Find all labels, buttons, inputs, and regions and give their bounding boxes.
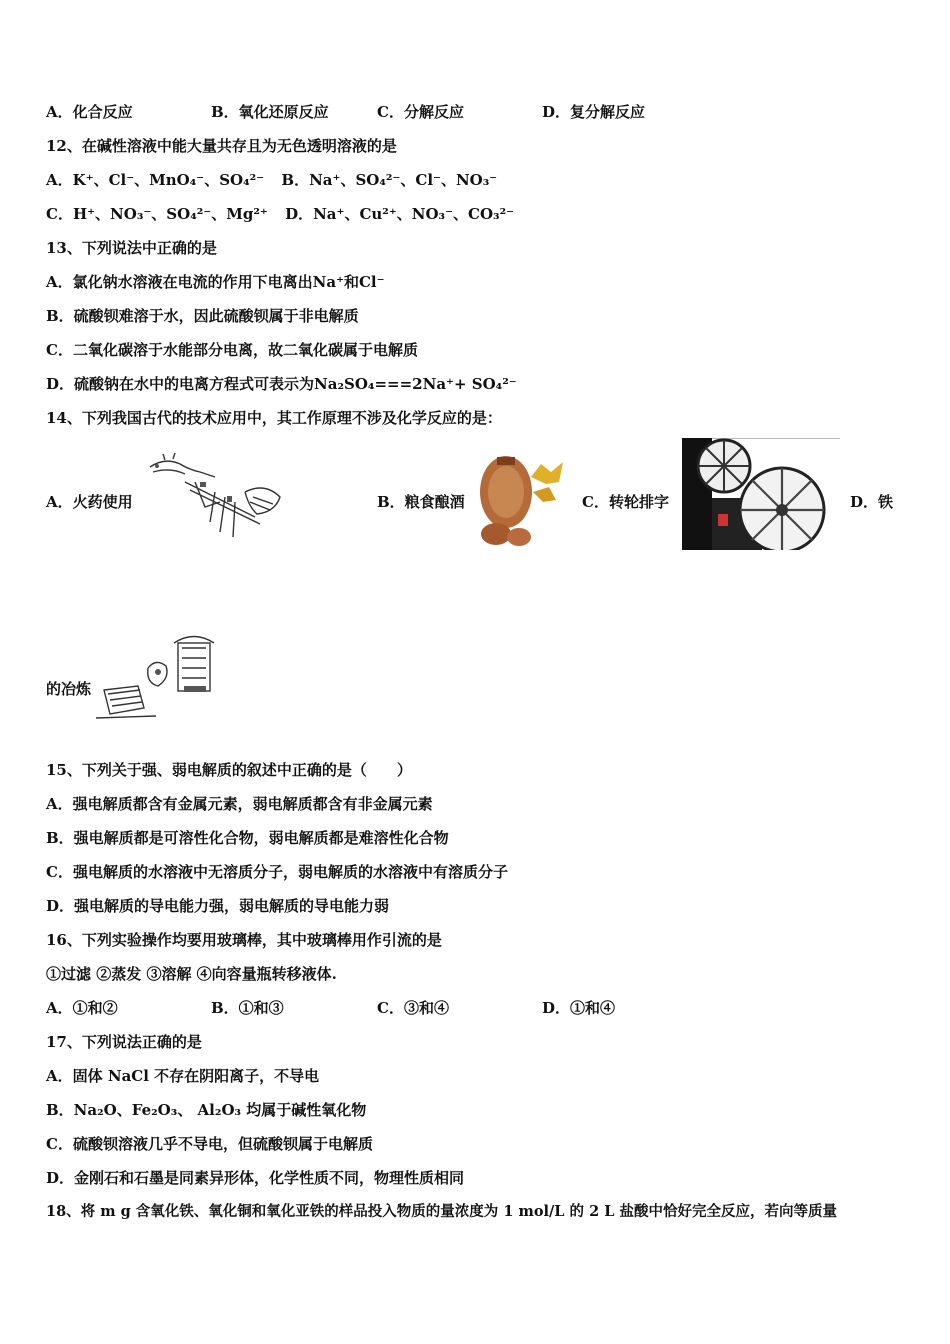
- q13-option-a: A．氯化钠水溶液在电流的作用下电离出Na⁺和Cl⁻: [46, 273, 385, 291]
- q14-option-d-part1: D．铁: [850, 493, 894, 511]
- q12-option-c-label: C．: [46, 205, 73, 223]
- q13-stem: 13、下列说法中正确的是: [46, 239, 217, 257]
- q14-stem: 14、下列我国古代的技术应用中，其工作原理不涉及化学反应的是：: [46, 409, 502, 427]
- q17-stem: 17、下列说法正确的是: [46, 1033, 202, 1051]
- q17-option-c: C．硫酸钡溶液几乎不导电，但硫酸钡属于电解质: [46, 1135, 373, 1153]
- q16-option-d: D．①和④: [542, 999, 616, 1017]
- q14-option-b: B．粮食酿酒: [377, 493, 465, 511]
- q13-option-c: C．二氧化碳溶于水能部分电离，故二氧化碳属于电解质: [46, 341, 418, 359]
- q14-option-c: C．转轮排字: [582, 493, 669, 511]
- q16-option-c: C．③和④: [377, 999, 449, 1017]
- q18-stem: 18、将 m g 含氧化铁、氧化铜和氧化亚铁的样品投入物质的量浓度为 1 mol/L 的 2 L 盐酸中恰好完全反应，若向等质量: [46, 1203, 837, 1220]
- q11-option-d: D．复分解反应: [542, 103, 646, 121]
- gunpowder-dragon-image: [145, 452, 285, 547]
- q12-option-a-text: K⁺、Cl⁻、MnO₄⁻、SO₄²⁻: [72, 171, 265, 189]
- q16-items: ①过滤 ②蒸发 ③溶解 ④向容量瓶转移液体.: [46, 965, 337, 983]
- q12-options-line2: [46, 204, 514, 224]
- type-wheel-image: [682, 438, 840, 550]
- q13-option-d: D．硫酸钠在水中的电离方程式可表示为Na₂SO₄===2Na⁺+ SO₄²⁻: [46, 375, 517, 393]
- q14-option-d-part2: 的冶炼: [46, 680, 92, 698]
- q12-option-a-label: A．: [46, 171, 73, 189]
- q11-option-b: B．氧化还原反应: [211, 103, 329, 121]
- q15-stem: 15、下列关于强、弱电解质的叙述中正确的是（ ）: [46, 761, 412, 779]
- iron-smelting-image: [96, 628, 218, 726]
- q14-option-a: A．火药使用: [46, 493, 133, 511]
- q11-option-c: C．分解反应: [377, 103, 464, 121]
- q12-option-b-label: B．: [281, 171, 310, 189]
- q16-option-a: A．①和②: [46, 999, 118, 1017]
- wine-jars-image: [471, 452, 573, 547]
- q17-option-a: A．固体 NaCl 不存在阴阳离子，不导电: [46, 1067, 320, 1085]
- q15-option-c: C．强电解质的水溶液中无溶质分子，弱电解质的水溶液中有溶质分子: [46, 863, 508, 881]
- q17-option-b: B．Na₂O、Fe₂O₃、 Al₂O₃ 均属于碱性氧化物: [46, 1101, 367, 1119]
- q12-stem: 12、在碱性溶液中能大量共存且为无色透明溶液的是: [46, 137, 397, 155]
- q15-option-d: D．强电解质的导电能力强，弱电解质的导电能力弱: [46, 897, 390, 915]
- q12-option-b-text: Na⁺、SO₄²⁻、Cl⁻、NO₃⁻: [309, 171, 498, 189]
- q12-option-d-text: Na⁺、Cu²⁺、NO₃⁻、CO₃²⁻: [313, 205, 515, 223]
- q16-option-b: B．①和③: [211, 999, 284, 1017]
- q13-option-b: B．硫酸钡难溶于水，因此硫酸钡属于非电解质: [46, 307, 359, 325]
- q12-option-c-text: H⁺、NO₃⁻、SO₄²⁻、Mg²⁺: [72, 205, 268, 223]
- q16-stem: 16、下列实验操作均要用玻璃棒，其中玻璃棒用作引流的是: [46, 931, 442, 949]
- q15-option-a: A．强电解质都含有金属元素，弱电解质都含有非金属元素: [46, 795, 433, 813]
- q12-options-line1: [46, 170, 497, 190]
- q17-option-d: D．金刚石和石墨是同素异形体，化学性质不同，物理性质相同: [46, 1169, 465, 1187]
- q12-option-d-label: D．: [285, 205, 314, 223]
- q15-option-b: B．强电解质都是可溶性化合物，弱电解质都是难溶性化合物: [46, 829, 449, 847]
- q11-option-a: A．化合反应: [46, 103, 133, 121]
